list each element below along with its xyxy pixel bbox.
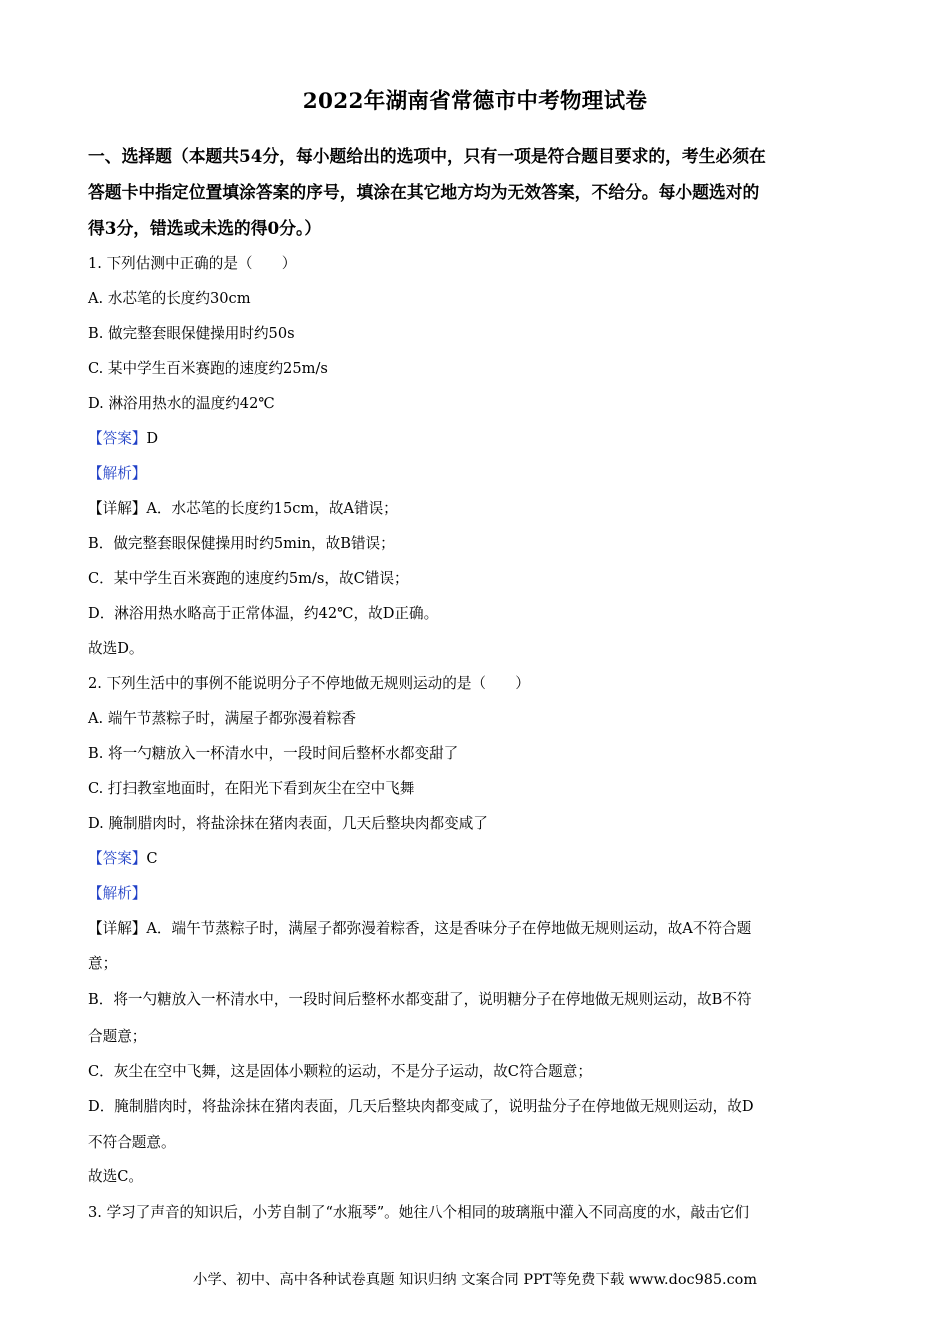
q1-option-c: C. 某中学生百米赛跑的速度约25m/s [88, 360, 328, 377]
q1-option-a: A. 水芯笔的长度约30cm [88, 290, 251, 307]
q2-option-c: C. 打扫教室地面时，在阳光下看到灰尘在空中飞舞 [88, 780, 415, 797]
page-title: 2022年湖南省常德市中考物理试卷 [302, 89, 648, 114]
q2-detail-line: B．将一勺糖放入一杯清水中，一段时间后整杯水都变甜了，说明糖分子在停地做无规则运动，故B不符 [88, 991, 752, 1008]
q2-detail-line: 合题意； [88, 1028, 147, 1045]
answer-value: D [146, 430, 159, 447]
answer-value: C [146, 850, 158, 867]
section-header-line: 得3分，错选或未选的得0分。） [88, 218, 322, 238]
answer-label: 【答案】 [88, 430, 147, 447]
q1-conclusion: 故选D。 [88, 640, 144, 657]
answer-label: 【答案】 [88, 850, 147, 867]
q2-detail-line [88, 919, 751, 939]
detail-text: A．水芯笔的长度约15cm，故A错误； [146, 500, 398, 517]
q2-stem: 2. 下列生活中的事例不能说明分子不停地做无规则运动的是（ ） [88, 675, 530, 692]
q2-detail-line: 意； [88, 955, 118, 972]
q3-stem: 3. 学习了声音的知识后，小芳自制了“水瓶琴”。她往八个相同的玻璃瓶中灌入不同高度的水，敲击它们 [88, 1204, 750, 1221]
page-footer: 小学、初中、高中各种试卷真题 知识归纳 文案合同 PPT等免费下载 www.doc985.com [193, 1272, 757, 1288]
q2-detail-line: D．腌制腊肉时，将盐涂抹在猪肉表面，几天后整块肉都变咸了，说明盐分子在停地做无规则运动，故D [88, 1098, 754, 1115]
section-header-line: 答题卡中指定位置填涂答案的序号，填涂在其它地方均为无效答案，不给分。每小题选对的 [88, 182, 760, 202]
q1-option-b: B. 做完整套眼保健操用时约50s [88, 325, 295, 342]
detail-text: A．端午节蒸粽子时，满屋子都弥漫着粽香，这是香味分子在停地做无规则运动，故A不符合题 [146, 920, 752, 937]
detail-label: 【详解】 [88, 500, 147, 517]
q2-option-d: D. 腌制腊肉时，将盐涂抹在猪肉表面，几天后整块肉都变咸了 [88, 815, 488, 832]
q1-detail-line: B．做完整套眼保健操用时约5min，故B错误； [88, 535, 395, 552]
section-header-line: 一、选择题（本题共54分，每小题给出的选项中，只有一项是符合题目要求的，考生必须在 [88, 146, 766, 166]
q2-option-a: A. 端午节蒸粽子时，满屋子都弥漫着粽香 [88, 710, 356, 727]
q1-detail-line: C．某中学生百米赛跑的速度约5m/s，故C错误； [88, 570, 409, 587]
q1-detail-line: D．淋浴用热水略高于正常体温，约42℃，故D正确。 [88, 605, 439, 622]
q2-option-b: B. 将一勺糖放入一杯清水中，一段时间后整杯水都变甜了 [88, 745, 459, 762]
q2-analysis-label: 【解析】 [88, 885, 147, 902]
q1-analysis-label: 【解析】 [88, 465, 147, 482]
q2-conclusion: 故选C。 [88, 1168, 143, 1185]
q2-answer [88, 849, 158, 869]
q1-option-d: D. 淋浴用热水的温度约42℃ [88, 395, 275, 412]
detail-label: 【详解】 [88, 920, 147, 937]
q1-detail-line [88, 499, 398, 519]
q2-detail-line: C．灰尘在空中飞舞，这是固体小颗粒的运动，不是分子运动，故C符合题意； [88, 1063, 592, 1080]
q2-detail-line: 不符合题意。 [88, 1134, 176, 1151]
q1-answer [88, 429, 158, 449]
q1-stem: 1. 下列估测中正确的是（ ） [88, 255, 297, 272]
section-header [88, 138, 868, 246]
